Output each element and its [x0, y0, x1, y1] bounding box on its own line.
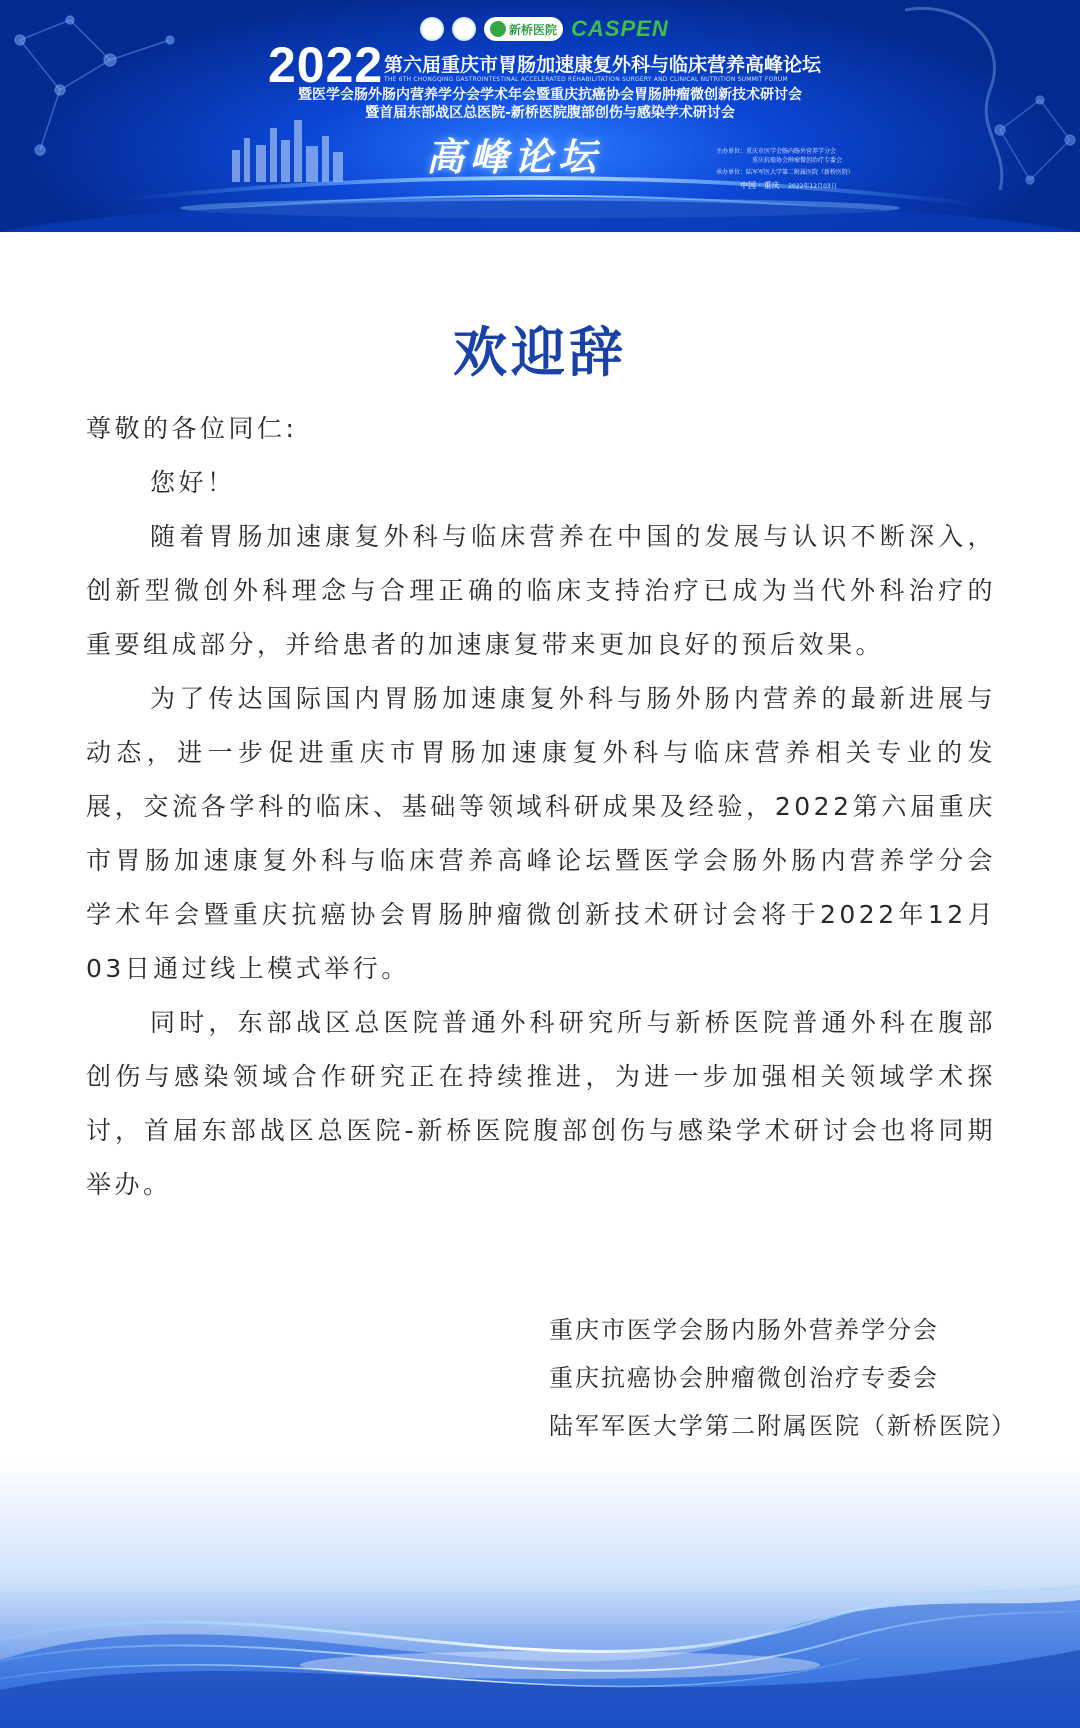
caspen-logo: CASPEN: [571, 16, 669, 41]
event-title: 第六届重庆市胃肠加速康复外科与临床营养高峰论坛: [384, 54, 822, 76]
welcome-letter: [86, 402, 996, 1212]
event-date: 2022年12月03日: [788, 183, 837, 190]
page-title: 欢迎辞: [453, 321, 627, 384]
organizer-line-1: 主办单位：重庆市医学会肠内肠外营养学分会: [716, 148, 837, 155]
signature-line-3: 陆军军医大学第二附属医院（新桥医院）: [549, 1412, 1017, 1440]
paragraph-3: 同时，东部战区总医院普通外科研究所与新桥医院普通外科在腹部创伤与感染领域合作研究正在持续推进，为进一步加强相关领域学术探讨，首届东部战区总医院-新桥医院腹部创伤与感染学术研讨会也将同期举办。: [86, 1008, 996, 1199]
organizer-line-2: 重庆抗癌协会肿瘤微创治疗专委会: [752, 157, 843, 164]
salutation: 尊敬的各位同仁:: [86, 414, 298, 443]
logo-row: [420, 14, 669, 44]
footer-wave-graphic: [0, 1460, 1080, 1728]
hospital-logo-text: 新桥医院: [509, 22, 558, 37]
header-banner: [0, 0, 1080, 232]
hospital-emblem-icon: [490, 21, 506, 37]
event-place-date: [740, 180, 837, 191]
paragraph-1: 随着胃肠加速康复外科与临床营养在中国的发展与认识不断深入，创新型微创外科理念与合理正确的临床支持治疗已成为当代外科治疗的重要组成部分，并给患者的加速康复带来更加良好的预后效果。: [86, 522, 996, 659]
greeting: 您好！: [150, 468, 236, 497]
paragraph-2: 为了传达国际国内胃肠加速康复外科与肠外肠内营养的最新进展与动态，进一步促进重庆市胃肠加速康复外科与临床营养相关专业的发展，交流各学科的临床、基础等领域科研成果及经验，2022第六届重庆市胃肠加速康复外科与临床营养高峰论坛暨医学会肠外肠内营养学分会学术年会暨重庆抗癌协会胃肠肿瘤微创新技术研讨会将于2022年12月03日通过线上模式举行。: [86, 684, 996, 983]
signature-line-1: 重庆市医学会肠内肠外营养学分会: [549, 1316, 939, 1344]
event-title-english: THE 6TH CHONGQING GASTROINTESTINAL ACCELERATED REHABILITATION SURGERY AND CLINICAL NUTRITION SUMMIT FORUM: [384, 76, 788, 83]
society-logo-icon: [452, 17, 476, 41]
signature-line-2: 重庆抗癌协会肿瘤微创治疗专委会: [549, 1364, 939, 1392]
hospital-logo: [484, 17, 563, 41]
signature-block: [549, 1306, 1017, 1450]
event-year: 2022: [268, 37, 384, 93]
event-place: 中国 · 重庆: [740, 181, 780, 190]
university-logo-icon: [420, 17, 444, 41]
host-line: 承办单位：陆军军医大学第二附属医院（新桥医院）: [716, 169, 855, 176]
forum-calligraphy: 高峰论坛: [426, 134, 603, 179]
event-subtitle-1: 暨医学会肠外肠内营养学分会学术年会暨重庆抗癌协会胃肠肿瘤微创新技术研讨会: [298, 87, 802, 103]
event-subtitle-2: 暨首届东部战区总医院-新桥医院腹部创伤与感染学术研讨会: [365, 105, 735, 121]
footer-decoration: [0, 1460, 1080, 1728]
